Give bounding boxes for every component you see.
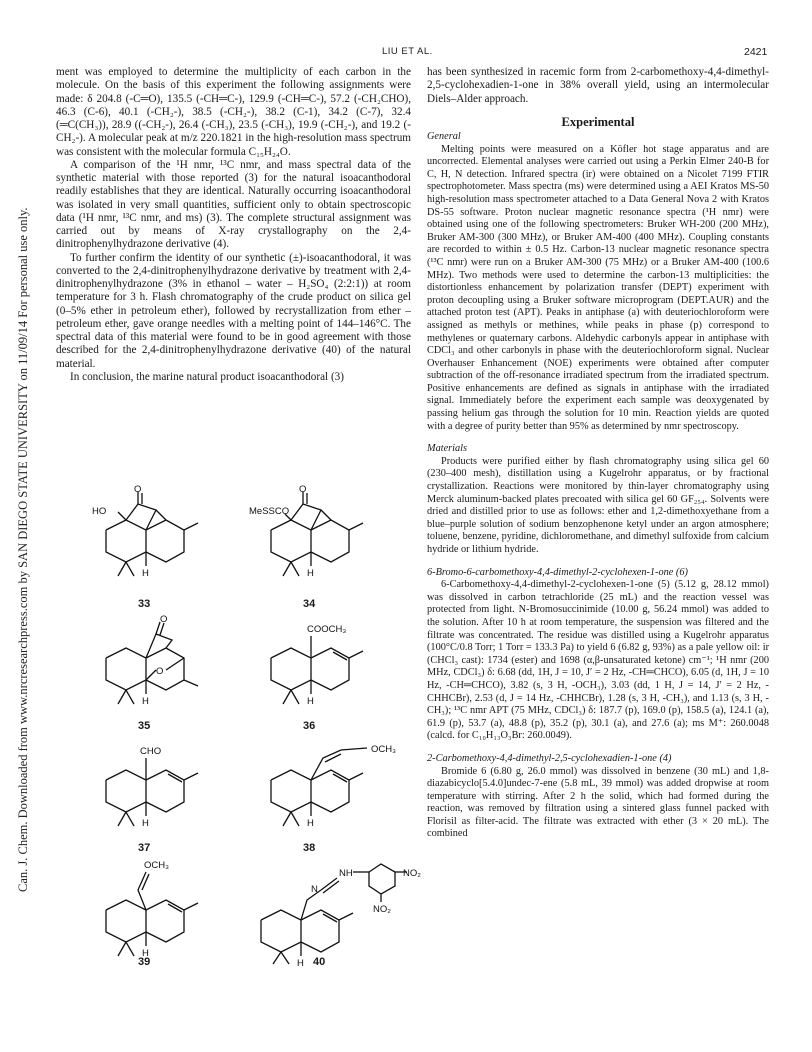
structure-40-drawing <box>231 860 421 970</box>
aldehyde-label: CHO <box>140 746 162 757</box>
structure-36-drawing <box>241 618 391 718</box>
bromo-paragraph: 6-Carbomethoxy-4,4-dimethyl-2-cyclohexen-1-one (5) (5.12 g, 28.12 mmol) was dissolved in carbon tetrachloride (25 mL) and the reaction vessel was protected from light. N-Bromosuccinimide (10.00 g, 56.24 mmol) was added to the solution. After 10 h at room temperature, the suspension was filtered and the filtrate was concentrated. The residue was distilled using a Kugelrohr apparatus (100°C/0.8 Torr; 1 Torr = 133.3 Pa) to yield 6 (6.82 g, 93%) as a pale yellow oil: ir (CHCl₃ cast): 1734 (ester) and 1698 (α,β-unsaturated ketone) cm⁻¹; ¹H nmr (200 MHz, CDCl₃) δ: 6.68 (dd, 1H, J = 10, J′ = 2 Hz, -CH═CHCO), 6.05 (d, 1H, J = 10 Hz, -CH═CHCO), 3.82 (s, 3 H, -OCH₃), 3.03 (dd, 1 H, J = 14, J′ = 2 Hz, -CHHCBr), 2.53 (d, J = 14 Hz, -CHHCBr), 1.28 (s, 3 H, -CH₃), and 1.13 (s, 3 H, -CH₃); ¹³C nmr APT (75 MHz, CDCl₃) δ: 187.7 (p), 169.0 (p), 158.5 (a), 124.1 (a), 61.9 (p), 53.7 (a), 48.8 (p), 35.2 (p), 30.1 (a), and 27.6 (a); ms M⁺: 260.0048 (calcd. for C₁₀H₁₃O₃Br: 260.0049). <box>427 579 769 742</box>
structure-39-drawing <box>76 860 226 970</box>
carbo-paragraph: Bromide 6 (6.80 g, 26.0 mmol) was dissolved in benzene (30 mL) and 1,8-diazabicyclo[5.4.0]undec-7-ene (5.8 mL, 39 mmol) was added dropwise at room temperature with stirring. After 2 h the solid, which had formed during the reaction, was removed by filtration using a sintered glass funnel packed with Florisil as filter-acid. The filtrate was extracted with ether (3 × 20 mL). The combined <box>427 765 769 840</box>
nitro-label: NO₂ <box>373 904 391 915</box>
page-number: 2421 <box>744 46 768 58</box>
paragraph: A comparison of the ¹H nmr, ¹³C nmr, and mass spectral data of the synthetic material with those reported (3) for the natural isoacanthodoral readily establishes that they are identical. Naturally occurring isoacanthodoral was isolated in very small quantities, sufficient only to obtain spectroscopic data (¹H nmr, ¹³C nmr, and ms) (3). The complete structural assignment was carried out by means of X-ray crystallography on the 2,4-dinitrophenylhydrazone derivative (4). <box>56 158 411 251</box>
structure-38 <box>241 740 411 854</box>
compound-number: 37 <box>138 842 151 854</box>
oxygen-label: O <box>160 614 168 625</box>
amine-label: NH <box>339 868 353 879</box>
hydrogen-label: H <box>307 818 314 829</box>
ether-oxygen-label: O <box>156 666 164 677</box>
compound-number: 34 <box>303 598 316 610</box>
left-column <box>56 66 411 384</box>
compound-number: 40 <box>313 956 326 968</box>
bromo-heading: 6-Bromo-6-carbomethoxy-4,4-dimethyl-2-cyclohexen-1-one (6) <box>427 566 688 578</box>
compound-number: 39 <box>138 956 151 968</box>
hydrogen-label: H <box>142 818 149 829</box>
general-paragraph: Melting points were measured on a Köfler hot stage apparatus and are uncorrected. Elemental analyses were carried out using a Perkin Elmer 240-B for C, H, N detection. Infrared spectra (ir) were obtained on a Nicolet 7199 FTIR spectrophotometer. Mass spectra (ms) were determined using a AEI Kratos MS-50 high-resolution mass spectrometer attached to a Data General Nova 2 with Kratos DS-55 software. Proton nuclear magnetic resonance spectra (¹H nmr) were obtained using one of the following spectrometers: Bruker WH-200 (200 MHz), Bruker AM-300 (300 MHz), or Bruker AM-400 (400 MHz). Coupling constants are recorded to within ± 0.5 Hz. Carbon-13 nuclear magnetic resonance spectra (¹³C nmr) were run on a Bruker AM-300 (75 MHz) or a Bruker AM-400 (100.6 MHz). Two methods were used to determine the carbon-13 multiplicities: the distortionless enhancement by polarization transfer (DEPT) experiment with proton decoupling using a Bruker software microprogram (DEPT.AUR) and the attached proton test (APT). Peaks in antiphase (a) with deuteriochloroform were assigned as methyls or methines, while peaks in phase (p) correspond to methylenes or quaternary carbons. Aldehydic carbonyls appear in antiphase with CDCl₃ and other carbonyls in phase with the deuteriochloroform signal. Nuclear Overhauser Enhancement (NOE) experiments were obtained after computer subtraction of the off-resonance irradiated spectrum from the irradiated spectrum. Positive enhancements are defined as signals in antiphase with the irradiated signal. Immediately before the experiment each sample was deoxygenated by passing helium gas through the solution for 10 min. Reaction yields are quoted with a degree of purity better than 95% as determined by nmr spectroscopy. <box>427 143 769 432</box>
materials-heading: Materials <box>427 443 468 455</box>
structure-35 <box>76 614 226 732</box>
running-head: LIU ET AL. <box>382 46 433 57</box>
structure-35-drawing <box>76 614 226 718</box>
general-heading: General <box>427 131 461 142</box>
structure-40 <box>231 860 421 970</box>
nitro-label: NO₂ <box>403 868 421 879</box>
download-note: Can. J. Chem. Downloaded from www.nrcresearchpress.com by SAN DIEGO STATE UNIVERSITY on 11/09/14 For personal use only. <box>16 207 30 892</box>
structure-38-drawing <box>241 740 411 840</box>
right-column <box>427 66 769 841</box>
hydroxy-label: HO <box>92 506 107 517</box>
methoxy-label: OCH₃ <box>371 744 396 755</box>
hydrogen-label: H <box>297 958 304 969</box>
paragraph: has been synthesized in racemic form from 2-carbomethoxy-4,4-dimethyl-2,5-cyclohexadien-1-one in 38% overall yield, using an intermolecular Diels–Alder approach. <box>427 66 769 105</box>
experimental-heading: Experimental <box>561 114 635 129</box>
hydrogen-label: H <box>142 568 149 579</box>
structure-34 <box>241 484 391 610</box>
structure-34-drawing <box>241 484 391 595</box>
paragraph: To further confirm the identity of our synthetic (±)-isoacanthodoral, it was converted to the 2,4-dinitrophenylhydrazone derivative by treatment with 2,4-dinitrophenylhydrazone (3% in ethanol – water – H₂SO₄ (2:2:1)) at room temperature for 3 h. Flash chromatography of the crude product on silica gel (0–5% ether in petroleum ether), followed by recrystallization from ether – petroleum ether, gave orange needles with a melting point of 144–146°C. The spectral data of this material were found to be in good agreement with those described for the 2,4-dinitrophenylhydrazone derivative (40) of the natural material. <box>56 251 411 370</box>
download-watermark <box>0 0 37 1052</box>
structure-36 <box>241 618 391 732</box>
compound-number: 35 <box>138 720 151 732</box>
paragraph: In conclusion, the marine natural product isoacanthodoral (3) <box>70 370 345 383</box>
structure-37 <box>76 740 226 854</box>
structure-39 <box>76 860 226 970</box>
hydrogen-label: H <box>307 696 314 707</box>
hydrogen-label: H <box>142 948 149 959</box>
imine-nitrogen-label: N <box>311 884 318 895</box>
carbo-heading: 2-Carbomethoxy-4,4-dimethyl-2,5-cyclohexadien-1-one (4) <box>427 752 672 764</box>
ester-label: COOCH₃ <box>307 624 347 635</box>
hydrogen-label: H <box>142 696 149 707</box>
hydrogen-label: H <box>307 568 314 579</box>
compound-number: 33 <box>138 598 151 610</box>
materials-paragraph: Products were purified either by flash chromatography using silica gel 60 (230–400 mesh), distillation using a Kugelrohr apparatus, or by fractional crystallization. Reactions were monitored by thin-layer chromatography using Merck aluminum-backed plates precoated with silica gel 60 GF₂₅₄. Solvents were dried and distilled prior to use as follows: ether and 1,2-dimethoxyethane from a blue–purple solution of sodium benzophenone ketyl under an argon atmosphere; toluene, benzene, pyridine, dichloromethane, and dimethyl sulfoxide from calcium hydride or lithium hydride. <box>427 455 769 555</box>
compound-number: 36 <box>303 720 316 732</box>
page-header <box>0 46 812 60</box>
thioester-label: MeSSCO <box>249 506 290 517</box>
oxygen-label: O <box>134 484 142 495</box>
compound-number: 38 <box>303 842 316 854</box>
paragraph: ment was employed to determine the multiplicity of each carbon in the molecule. On the basis of this experiment the following assignments were made: δ 204.8 (-C═O), 135.5 (-CH═C-), 129.9 (-CH═C-), 57.2 (-CH₂CHO), 46.3 (C-6), 40.1 (-CH₂-), 38.5 (-CH₂-), 38.2 (C-1), 34.2 (C-7), 32.4 (═C(CH₃)), 28.9 ((-CH₂-), 26.4 (-CH₃), 23.5 (-CH₃), 19.9 (-CH₂-), and 19.2 (-CH₂-). A molecular peak at m/z 220.1821 in the high-resolution mass spectrum was consistent with the molecular formula C₁₅H₂₄O. <box>56 66 411 158</box>
oxygen-label: O <box>299 484 307 495</box>
structure-figures <box>56 484 421 980</box>
structure-33 <box>76 484 226 610</box>
structure-33-drawing <box>76 484 226 595</box>
methoxy-label: OCH₃ <box>144 860 169 871</box>
structure-37-drawing <box>76 740 226 840</box>
